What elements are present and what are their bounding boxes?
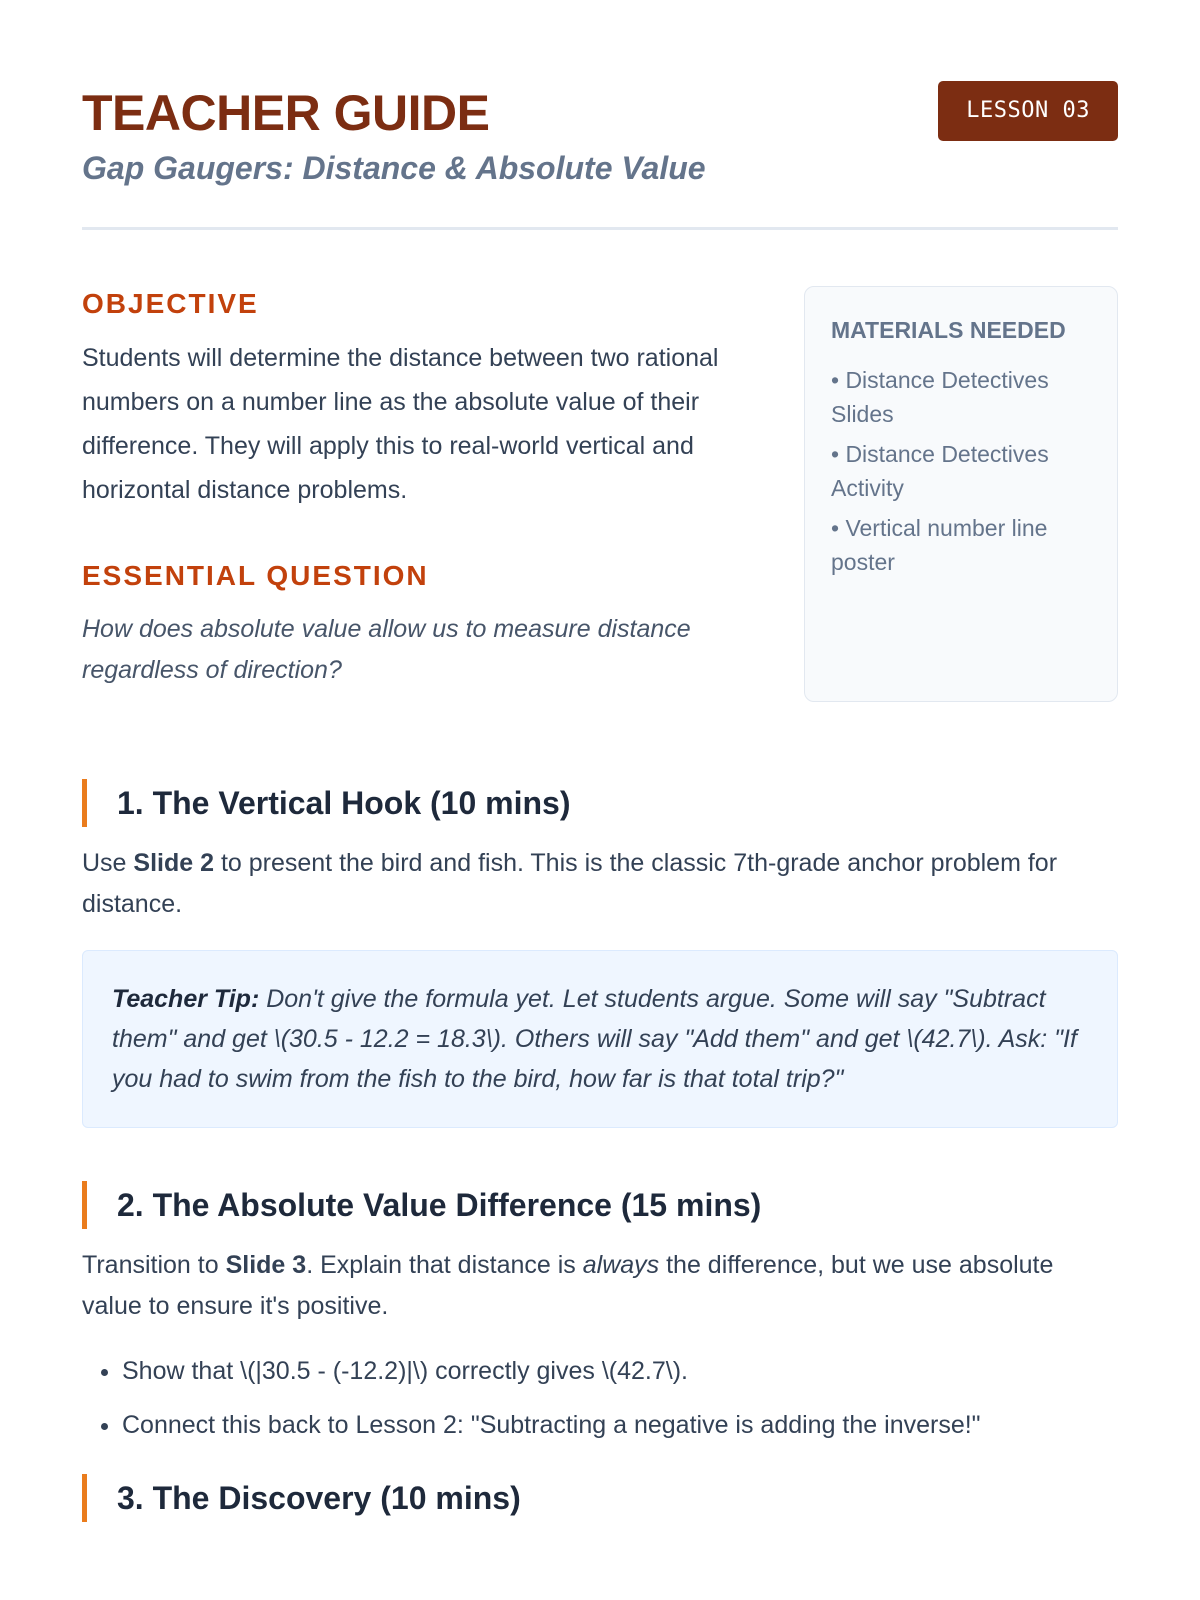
section-absolute-value-difference [82,1181,1118,1445]
section-heading: 2. The Absolute Value Difference (15 mins) [82,1181,1118,1229]
guide-header [82,0,1118,230]
materials-item: • Vertical number line poster [831,515,1048,575]
lesson-badge: LESSON 03 [938,81,1118,141]
materials-title: MATERIALS NEEDED [831,317,1066,343]
section-intro [82,1245,1118,1327]
section-bullets [82,1351,1118,1445]
materials-list [831,363,1091,579]
teacher-tip-text: Don't give the formula yet. Let students argue. Some will say "Subtract them" and get \(30.5 - 12.2 = 18.3\). Others will say "Add them" and get \(42.7\). Ask: "If you had to swim from the fish to the bird, how far is that total trip?" [112,985,1077,1093]
intro-text: . Explain that distance is [306,1251,583,1279]
teacher-tip-label: Teacher Tip: [112,985,260,1013]
section-discovery [82,1474,1118,1522]
emphasis-text: always [582,1251,660,1279]
intro-text: to present the bird and fish. This is the classic 7th-grade anchor problem for distance. [82,849,1058,918]
essential-question-text: How does absolute value allow us to measure distance regardless of direction? [82,615,691,684]
materials-item: • Distance Detectives Slides [831,367,1049,427]
lesson-subtitle: Gap Gaugers: Distance & Absolute Value [82,150,706,186]
objective-label: OBJECTIVE [82,288,259,319]
essential-question-label: ESSENTIAL QUESTION [82,560,429,591]
overview-grid [82,230,1118,740]
intro-text: Transition to [82,1251,226,1279]
section-intro [82,843,1118,925]
objective-text: Students will determine the distance between two rational numbers on a number line as the absolute value of their difference. They will apply this to real-world vertical and horizontal distance problems. [82,344,719,504]
overview-left-column [82,230,762,691]
intro-text: the difference, but we use absolute value to ensure it's positive. [82,1251,1054,1320]
materials-panel [804,286,1118,702]
bullet-item: • Show that \(|30.5 - (-12.2)|\) correctly gives \(42.7\). [122,1351,1118,1391]
bullet-item: • Connect this back to Lesson 2: "Subtracting a negative is adding the inverse!" [122,1405,1118,1445]
section-heading: 1. The Vertical Hook (10 mins) [82,779,1118,827]
section-vertical-hook [82,779,1118,1128]
intro-text: Use [82,849,134,877]
slide-reference: Slide 3 [225,1251,307,1279]
guide-title: TEACHER GUIDE [82,85,490,141]
slide-reference: Slide 2 [133,849,214,877]
teacher-tip-box [82,950,1118,1128]
materials-item: • Distance Detectives Activity [831,441,1049,501]
section-heading: 3. The Discovery (10 mins) [82,1474,1118,1522]
